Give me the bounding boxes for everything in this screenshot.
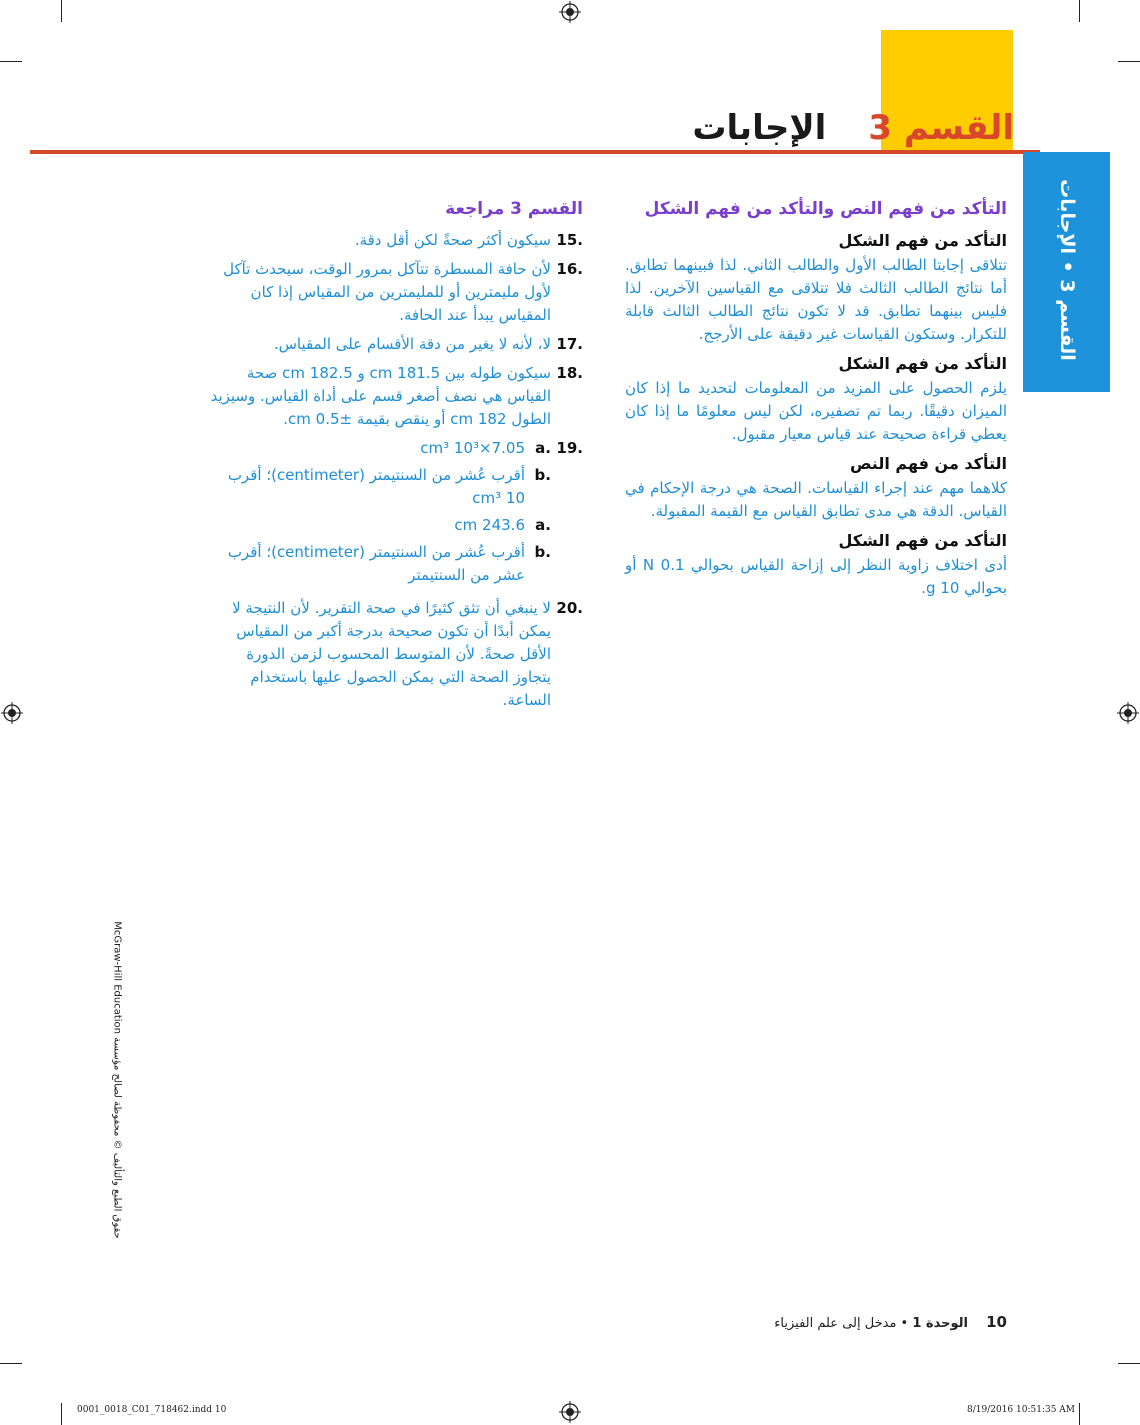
registration-mark-icon [559, 1, 581, 23]
crop-mark-bottom-right-h [1118, 1363, 1140, 1364]
list-item [205, 333, 583, 356]
title-text: الإجابات [692, 108, 827, 148]
crop-mark-bottom-right-v [1079, 1403, 1080, 1425]
item-number: .20 [556, 599, 583, 617]
section-title: القسم 3 مراجعة [445, 199, 583, 219]
list-item [205, 362, 583, 431]
block-text: كلاهما مهم عند إجراء القياسات. الصحة هي درجة الإحكام في القياس. الدقة هي مدى تطابق القياس مع القيمة المقبولة. [625, 479, 1007, 520]
print-slug-date: 8/19/2016 10:51:35 AM [967, 1405, 1076, 1415]
list-item [205, 597, 583, 712]
copyright-notice: حقوق الطبع والتأليف © محفوظة لصالح مؤسسة McGraw-Hill Education [111, 921, 123, 1239]
block-heading: التأكد من فهم الشكل [838, 531, 1007, 550]
item-text: سيكون أكثر صحةً لكن أقل دقة. [354, 231, 551, 249]
unit-title: • مدخل إلى علم الفيزياء [774, 1316, 909, 1331]
right-column [625, 198, 1007, 606]
crop-mark-top-right-h [1118, 61, 1140, 62]
registration-mark-icon [1, 702, 23, 724]
crop-mark-top-left-v [61, 0, 62, 22]
sub-letter: .a [535, 516, 551, 534]
sub-item [205, 437, 551, 460]
item-text: لأن حافة المسطرة تتآكل بمرور الوقت، سيحدث تآكل لأول مليمترين أو للمليمترين من المقياس إذا كان المقياس يبدأ عند الحافة. [223, 260, 551, 324]
side-tab-label: القسم 3 • الإجابات [1056, 179, 1078, 361]
item-number: .19 [556, 439, 583, 457]
item-number: .15 [556, 231, 583, 249]
print-slug-file: 0001_0018_C01_718462.indd 10 [77, 1405, 227, 1415]
crop-mark-bottom-left-v [61, 1403, 62, 1425]
sub-text: أقرب عُشر من السنتيمتر (centimeter)؛ أقرب عشر من السنتيمتر [227, 543, 525, 584]
crop-mark-bottom-left-h [0, 1363, 22, 1364]
item-text: لا ينبغي أن تثق كثيرًا في صحة التقرير. لأن النتيجة لا يمكن أبدًا أن تكون صحيحة بدرجة أكبر من المقياس الأقل صحةً. لأن المتوسط المحسوب لزمن الدورة يتجاوز الصحة التي يمكن الحصول عليها باستخدام الساعة. [232, 599, 551, 709]
unit-label: الوحدة 1 [912, 1316, 968, 1331]
block-heading: التأكد من فهم الشكل [838, 231, 1007, 250]
sub-text: أقرب عُشر من السنتيمتر (centimeter)؛ أقرب 10 cm³ [227, 466, 525, 507]
page-title [692, 108, 1014, 148]
registration-mark-icon [559, 1401, 581, 1423]
block-heading: التأكد من فهم النص [849, 454, 1007, 473]
item-subitems [205, 437, 551, 591]
sub-item [205, 514, 551, 537]
item-number: .17 [556, 335, 583, 353]
crop-mark-top-right-v [1079, 0, 1080, 22]
sub-item [205, 541, 551, 587]
block-text: تتلاقى إجابتا الطالب الأول والطالب الثاني. لذا فبينهما تطابق. أما نتائج الطالب الثالث فلا تتلاقى مع القياسين الآخرين. لذا فليس بينهما تطابق. قد لا تكون نتائج الطالب الثالث قابلة للتكرار. وستكون القياسات غير دقيقة على الأرجح. [625, 256, 1007, 343]
header-rule [30, 150, 1040, 154]
page-number: 10 [986, 1313, 1007, 1331]
sub-letter: .b [534, 543, 551, 561]
item-number: .16 [556, 260, 583, 278]
item-text: سيكون طوله بين 181.5 cm و 182.5 cm صحة القياس هي نصف أصغر قسم على أداة القياس. وسيزيد الطول 182 cm أو ينقص بقيمة ±0.5 cm. [210, 364, 551, 428]
list-item [205, 437, 583, 591]
left-column [205, 198, 583, 718]
section-title: التأكد من فهم النص والتأكد من فهم الشكل [644, 199, 1007, 219]
sub-text: 7.05×10³ cm³ [420, 439, 525, 457]
lesson-label: القسم 3 [868, 108, 1014, 148]
list-item [205, 229, 583, 252]
sub-letter: .a [535, 439, 551, 457]
block-text: أدى اختلاف زاوية النظر إلى إزاحة القياس بحوالي 0.1 N أو بحوالي 10 g. [625, 556, 1007, 597]
registration-mark-icon [1117, 702, 1139, 724]
sub-letter: .b [534, 466, 551, 484]
item-number: .18 [556, 364, 583, 382]
crop-mark-top-left-h [0, 61, 22, 62]
block-heading: التأكد من فهم الشكل [838, 354, 1007, 373]
sub-text: 243.6 cm [454, 516, 525, 534]
sub-item [205, 464, 551, 510]
block-text: يلزم الحصول على المزيد من المعلومات لتحديد ما إذا كان الميزان دقيقًا. ربما تم تصفيره، لكن ليس معلومًا ما إذا كان يعطي قراءة صحيحة عند قياس معيار مقبول. [625, 379, 1007, 443]
item-text: لا، لأنه لا يغير من دقة الأقسام على المقياس. [273, 335, 551, 353]
list-item [205, 258, 583, 327]
page-footer [774, 1313, 1007, 1331]
